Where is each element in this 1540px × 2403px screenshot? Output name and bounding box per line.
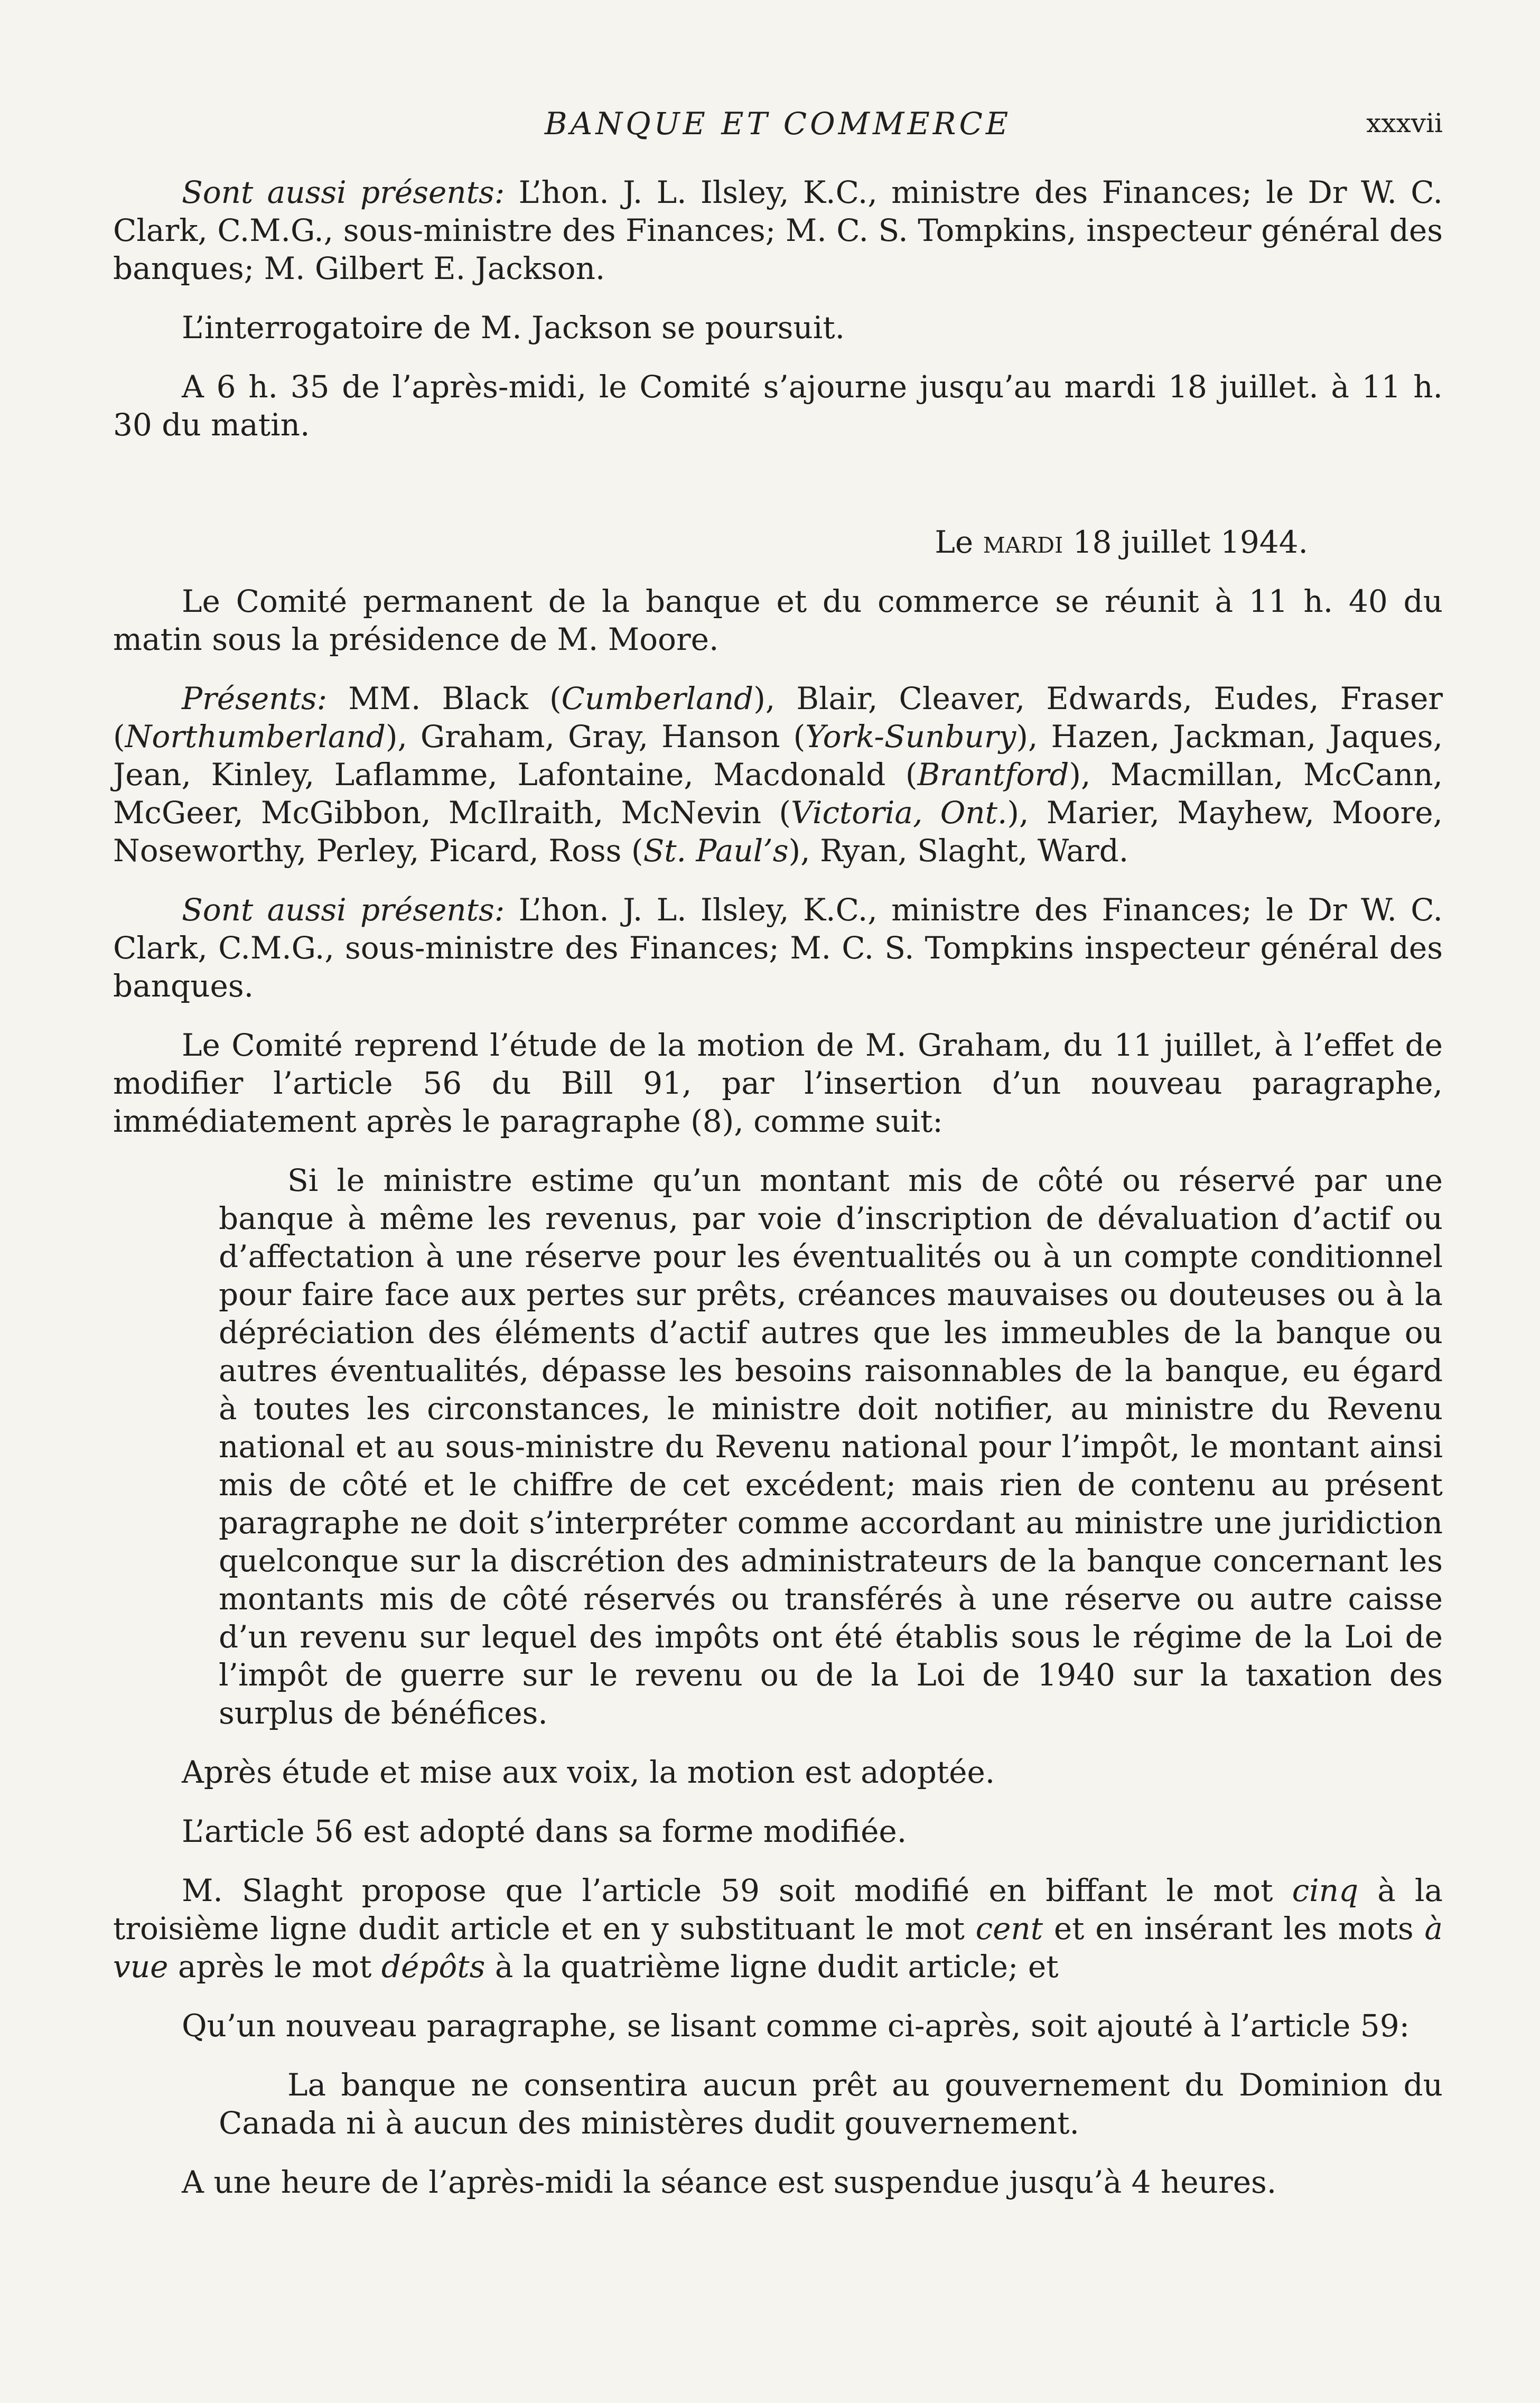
paragraph-meeting: Le Comité permanent de la banque et du commerce se réunit à 11 h. 40 du matin sous la présidence de M. Moore. (113, 583, 1443, 657)
riding-name: Brantford (917, 757, 1069, 793)
paragraph-article-56: L’article 56 est adopté dans sa forme modifiée. (182, 1813, 907, 1849)
text-segment: après le mot (168, 1949, 381, 1985)
text-segment: ), Macmillan, McCann, McGeer, McGibbon, McIlraith, McNevin ( (113, 757, 1443, 831)
paragraph-also-present-1 (113, 173, 1443, 287)
text-segment: ), Ryan, Slaght, Ward. (788, 833, 1129, 869)
paragraph-suspension: A une heure de l’après-midi la séance est suspendue jusqu’à 4 heures. (182, 2164, 1277, 2200)
quoted-amendment: Si le ministre estime qu’un montant mis de côté ou réservé par une banque à même les revenus, par voie d’inscription de dévaluation d’actif ou d’affectation à une réserve pour les éventualités ou à un compte conditionnel pour faire face aux pertes sur prêts, créances mauvaises ou douteuses ou à la dépréciation des éléments d’actif autres que les immeubles de la banque ou autres éventualités, dépasse les besoins raisonnables de la banque, eu égard à toutes les circonstances, le ministre doit notifier, au ministre du Revenu national et au sous-ministre du Revenu national pour l’impôt, le montant ainsi mis de côté et le chiffre de cet excédent; mais rien de contenu au présent paragraphe ne doit s’interpréter comme accordant au ministre une juridiction quelconque sur la discrétion des administrateurs de la banque concernant les montants mis de côté réservés ou transférés à une réserve ou autre caisse d’un revenu sur lequel des impôts ont été établis sous le régime de la Loi de l’impôt de guerre sur le revenu ou de la Loi de 1940 sur la taxation des surplus de bénéfices. (219, 1162, 1443, 1731)
paragraph-present-members (113, 679, 1443, 870)
page-body (113, 173, 1443, 2222)
session-date (113, 523, 1308, 561)
page-number: xxxvii (1366, 108, 1443, 138)
date-prefix: Le (935, 524, 983, 560)
text-segment: MM. Black ( (327, 681, 562, 716)
riding-name: Victoria, Ont. (791, 795, 1007, 831)
paragraph-adjournment: A 6 h. 35 de l’après-midi, le Comité s’ajourne jusqu’au mardi 18 juillet. à 11 h. 30 du matin. (113, 369, 1443, 443)
paragraph-text: L’hon. J. L. Ilsley, K.C., ministre des Finances; le Dr W. C. Clark, C.M.G., sous-ministre des Finances; M. C. S. Tompkins inspecteur général des banques. (113, 892, 1443, 1004)
paragraph-motion-graham: Le Comité reprend l’étude de la motion de M. Graham, du 11 juillet, à l’effet de modifier l’article 56 du Bill 91, par l’insertion d’un nouveau paragraphe, immédiatement après le paragraphe (8), comme suit: (113, 1027, 1443, 1139)
text-segment: ), Graham, Gray, Hanson ( (385, 719, 806, 755)
italic-word: à vue (113, 1911, 1443, 1985)
riding-name: York-Sunbury (805, 719, 1016, 755)
running-head: BANQUE ET COMMERCE (544, 106, 1012, 142)
paragraph-motion-adopted: Après étude et mise aux voix, la motion est adoptée. (182, 1754, 995, 1790)
italic-word: cent (975, 1911, 1043, 1946)
riding-name: St. Paul’s (643, 833, 789, 869)
paragraph-motion-slaght (113, 1871, 1443, 1986)
riding-name: Northumberland (125, 719, 386, 755)
date-weekday: mardi (983, 524, 1063, 560)
text-segment: à la troisième ligne dudit article et en y substituant le mot (113, 1873, 1443, 1946)
lead-label: Sont aussi présents: (182, 892, 505, 928)
text-segment: ), Hazen, Jackman, Jaques, Jean, Kinley, Laflamme, Lafontaine, Macdonald ( (113, 719, 1443, 793)
italic-word: cinq (1292, 1873, 1359, 1908)
date-rest: 18 juillet 1944. (1063, 524, 1308, 560)
lead-label: Sont aussi présents: (182, 174, 505, 210)
text-segment: ), Marier, Mayhew, Moore, Noseworthy, Perley, Picard, Ross ( (113, 795, 1443, 869)
text-segment: ), Blair, Cleaver, Edwards, Eudes, Fraser ( (113, 681, 1443, 755)
text-segment: à la quatrième ligne dudit article; et (485, 1949, 1059, 1985)
lead-label: Présents: (182, 681, 328, 716)
paragraph-interrogation: L’interrogatoire de M. Jackson se poursuit. (182, 310, 845, 346)
italic-word: dépôts (381, 1949, 486, 1985)
quoted-new-subsection: La banque ne consentira aucun prêt au gouvernement du Dominion du Canada ni à aucun des ministères dudit gouvernement. (219, 2067, 1443, 2141)
paragraph-also-present-2 (113, 891, 1443, 1005)
riding-name: Cumberland (561, 681, 754, 716)
text-segment: M. Slaght propose que l’article 59 soit modifié en biffant le mot (182, 1873, 1292, 1908)
paragraph-text: L’hon. J. L. Ilsley, K.C., ministre des Finances; le Dr W. C. Clark, C.M.G., sous-ministre des Finances; M. C. S. Tompkins, inspecteur général des banques; M. Gilbert E. Jackson. (113, 174, 1443, 286)
page-header (113, 106, 1443, 148)
paragraph-new-subsection: Qu’un nouveau paragraphe, se lisant comme ci-après, soit ajouté à l’article 59: (182, 2008, 1410, 2044)
text-segment: et en insérant les mots (1043, 1911, 1425, 1946)
